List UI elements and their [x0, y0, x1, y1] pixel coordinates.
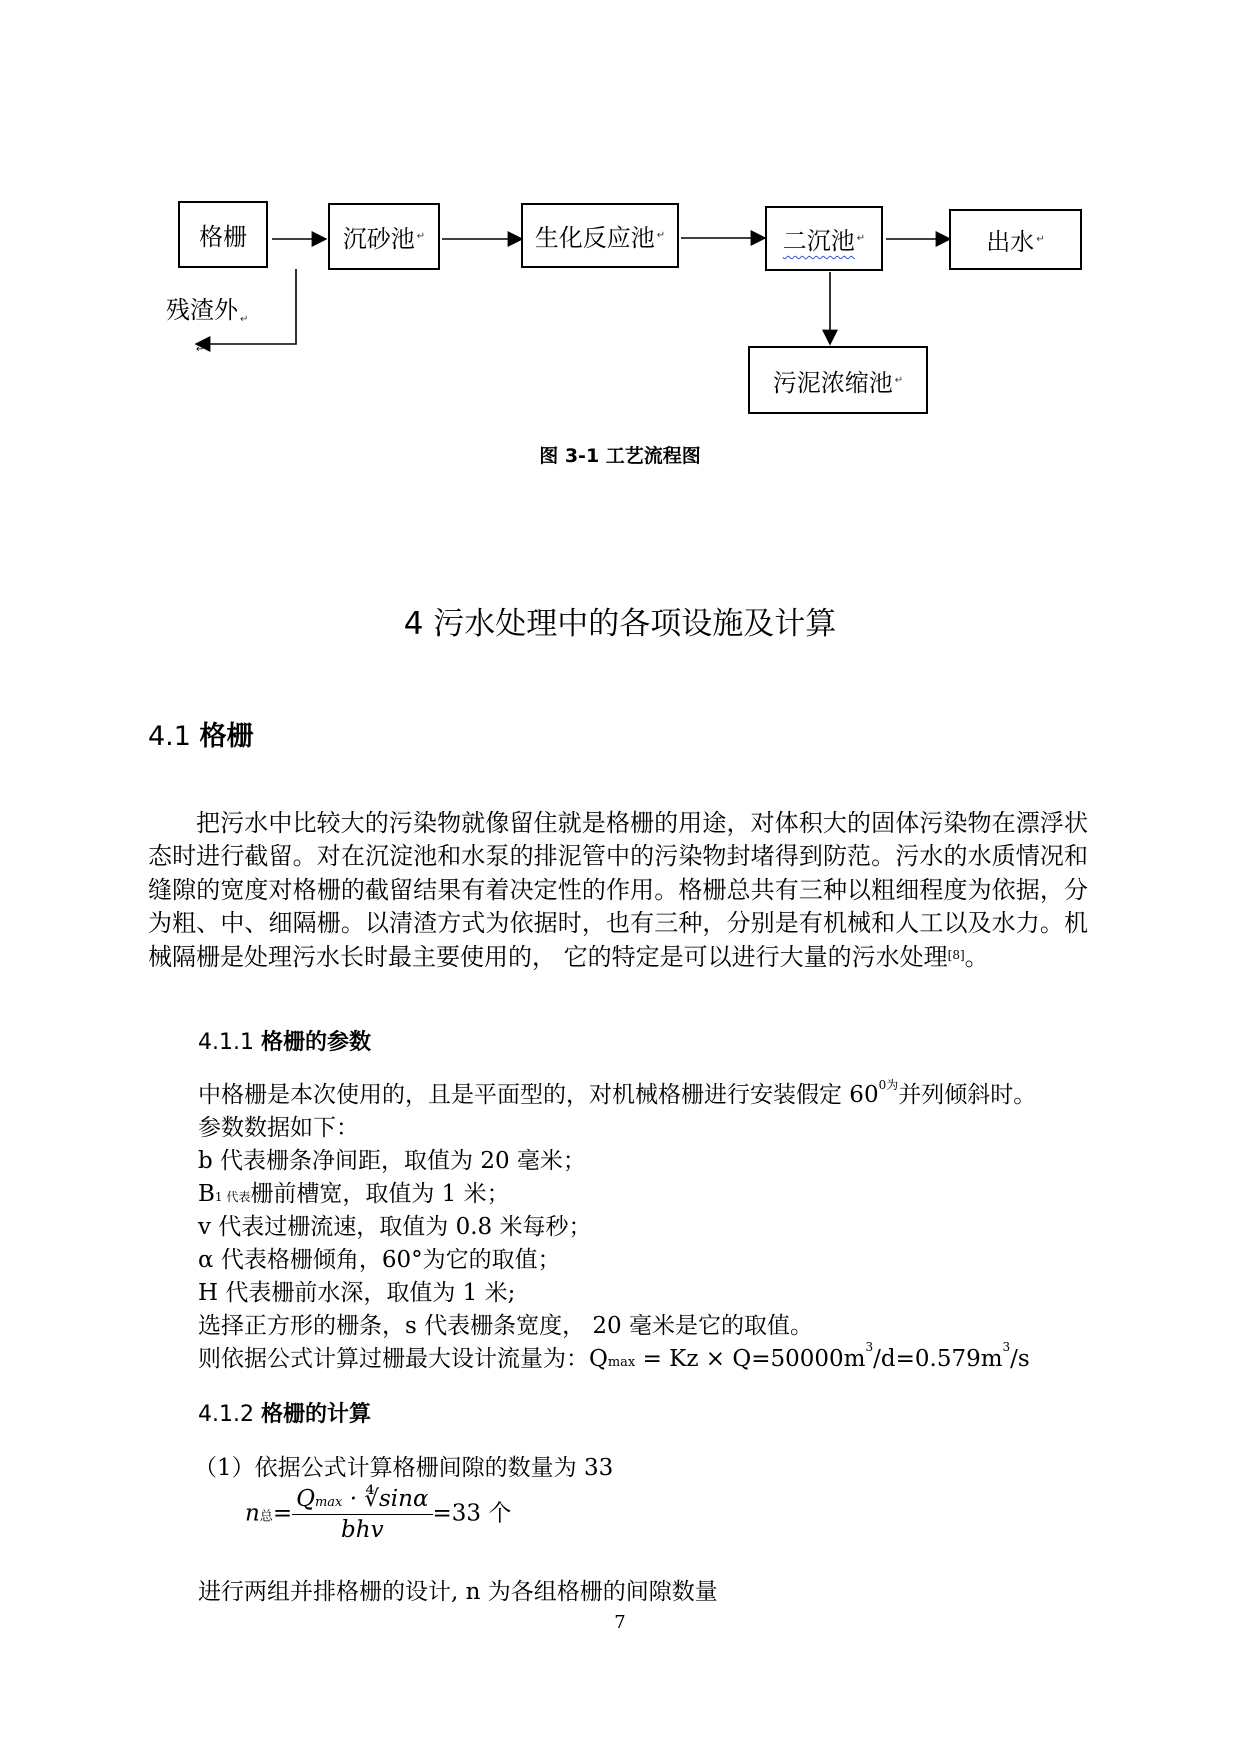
page-number: 7 [614, 1612, 626, 1633]
box-secondary-clarifier: 二沉池 ↵ [765, 206, 883, 271]
box-sludge-thickener: 污泥浓缩池 ↵ [748, 346, 928, 414]
box-grille-label: 格栅 [199, 223, 247, 251]
calc-step-1: （1）依据公式计算格栅间隙的数量为 33 [194, 1455, 614, 1481]
box-bio-reactor: 生化反应池 ↵ [521, 203, 679, 268]
param-line-3: b 代表栅条净间距，取值为 20 毫米； [198, 1148, 586, 1174]
param-line-6: α 代表格栅倾角，60°为它的取值； [198, 1247, 561, 1273]
intro-paragraph: 把污水中比较大的污染物就像留住就是格栅的用途，对体积大的固体污染物在漂浮状态时进行截留。对在沉淀池和水泵的排泥管中的污染物封堵得到防范。污水的水质情况和缝隙的宽度对格栅的截留结果有着决定性的作用。格栅总共有三种以粗细程度为依据，分为粗、中、细隔栅。以清渣方式为依据时，也有三种，分别是有机械和人工以及水力。机械隔栅是处理污水长时最主要使用的， 它的特定是可以进行大量的污水处理[8]。 [148, 809, 1088, 971]
calc-note: 进行两组并排格栅的设计, n 为各组格栅的间隙数量 [198, 1579, 718, 1605]
param-line-1: 中格栅是本次使用的，且是平面型的，对机械格栅进行安装假定 $60^{0为}$并列倾斜时。 [198, 1078, 1037, 1108]
gap-count-formula: n总= $\frac{Qmax \cdot ∜\sin\alpha}{\text{bhv}}$ =33 个 [245, 1486, 512, 1543]
param-line-9: 则依据公式计算过栅最大设计流量为：$Qmax = Kz \times Q=50000m^3/d=0.579m^3/s$ [198, 1340, 1030, 1372]
box-sludge-thickener-label: 污泥浓缩池 [772, 368, 893, 397]
param-line-5: v 代表过栅流速，取值为 0.8 米每秒； [198, 1214, 592, 1240]
box-grille [178, 201, 268, 268]
box-bio-reactor-label: 生化反应池 [534, 224, 655, 252]
param-line-8: 选择正方形的栅条，s 代表栅条宽度， 20 毫米是它的取值。 [198, 1313, 814, 1339]
formula-numerator: Qmax · ∜sinα [292, 1486, 432, 1515]
formula-fraction [292, 1486, 432, 1543]
box-grit-chamber: 沉砂池 ↵ [328, 203, 440, 270]
box-grit-chamber-label: 沉砂池 [342, 225, 415, 253]
formula-denominator: bhv [341, 1517, 384, 1543]
param-line-4: B1 代表栅前槽宽，取值为 1 米； [198, 1181, 510, 1207]
subsection-calculation-heading: 4.1.2 格栅的计算 [198, 1402, 371, 1427]
param-line-2: 参数数据如下： [198, 1115, 359, 1141]
figure-caption: 图 3-1 工艺流程图 [539, 445, 701, 467]
section-number: 4.1 [148, 721, 191, 752]
citation-ref: [8] [947, 947, 965, 962]
box-effluent-label: 出水 [986, 228, 1035, 256]
subsection-parameters-heading: 4.1.1 格栅的参数 [198, 1030, 371, 1055]
residue-end-mark: ↵ [196, 344, 205, 355]
section-heading [148, 714, 254, 753]
box-secondary-clarifier-label: 二沉池 [782, 227, 855, 255]
param-line-7: H 代表栅前水深，取值为 1 米; [198, 1280, 516, 1306]
section-title: 格栅 [199, 721, 254, 752]
box-effluent: 出水 ↵ [949, 209, 1082, 270]
residue-out-label: 残渣外 ↵ [166, 296, 249, 325]
chapter-title: 4 污水处理中的各项设施及计算 [403, 606, 837, 642]
